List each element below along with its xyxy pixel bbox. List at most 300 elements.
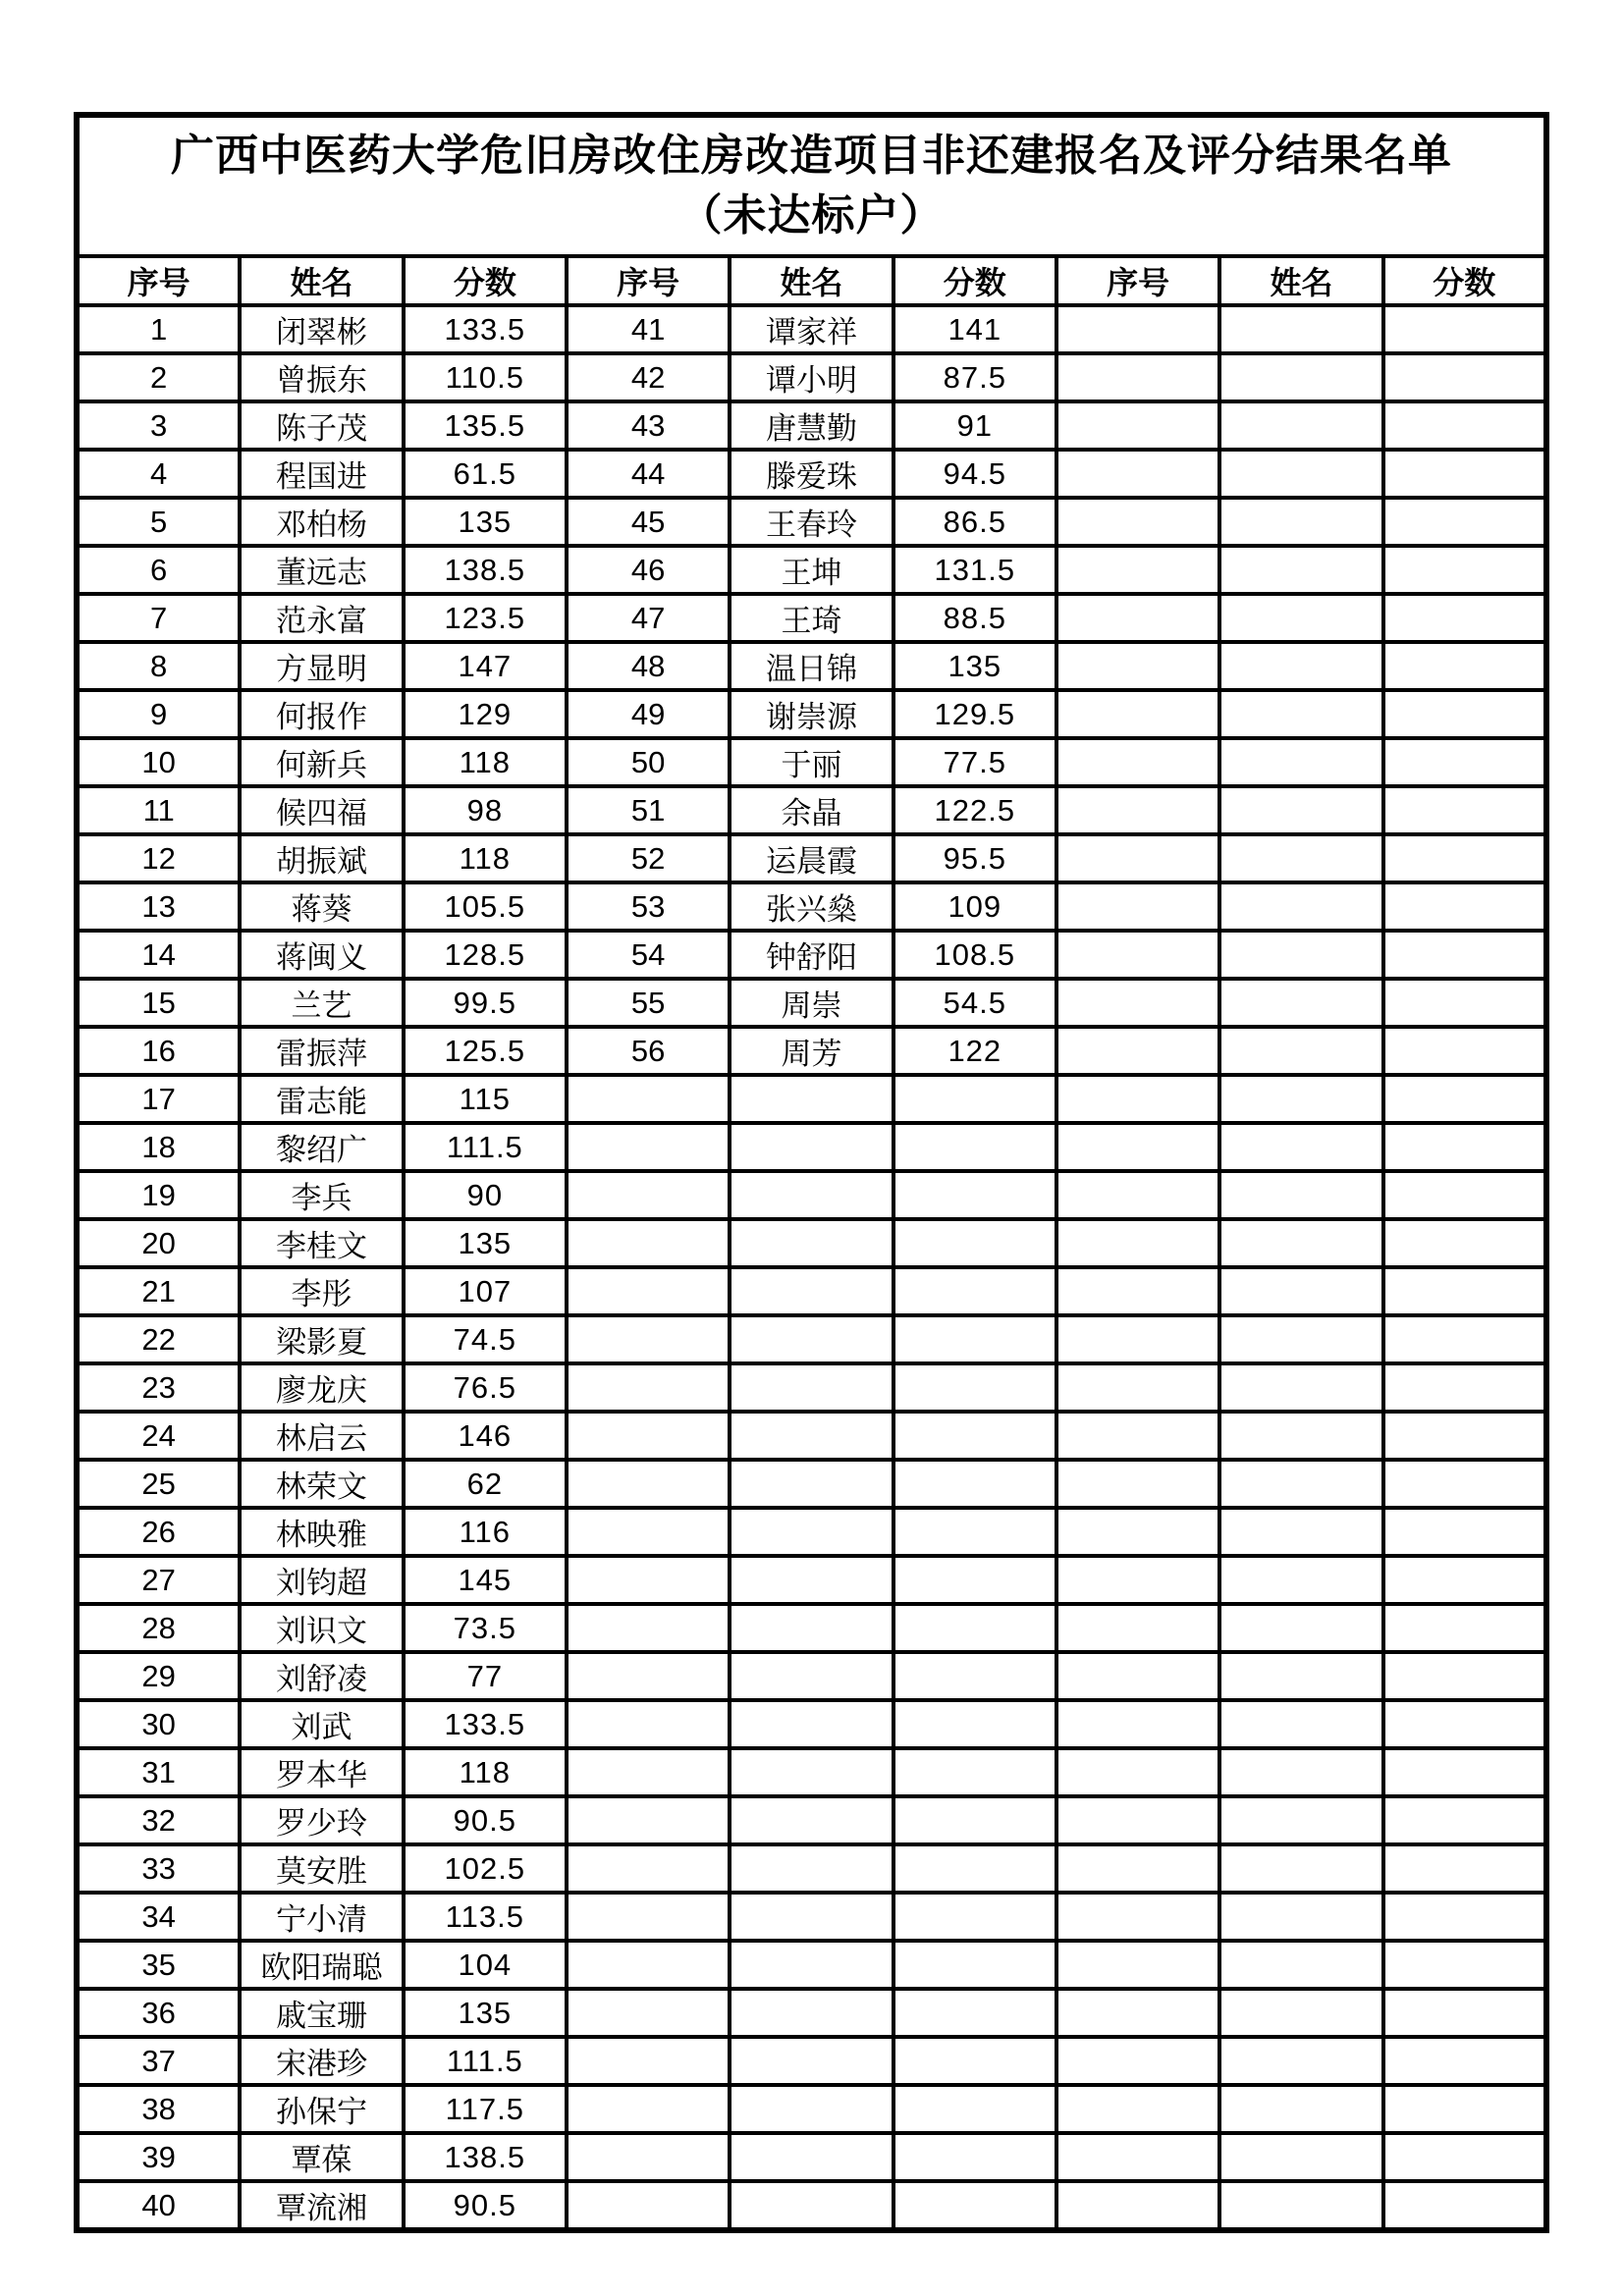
seq-cell: 32: [77, 1796, 240, 1844]
name-cell: 胡振斌: [240, 834, 403, 882]
name-cell: [1219, 1171, 1382, 1219]
score-cell: [893, 1941, 1056, 1989]
score-cell: [1383, 882, 1546, 931]
seq-cell: [1056, 2085, 1219, 2133]
name-cell: 戚宝珊: [240, 1989, 403, 2037]
score-cell: 138.5: [404, 546, 567, 594]
score-cell: 73.5: [404, 1604, 567, 1652]
table-row: [77, 1075, 1546, 1123]
seq-cell: 21: [77, 1267, 240, 1315]
seq-cell: [567, 1267, 730, 1315]
name-cell: [1219, 1412, 1382, 1460]
seq-cell: [1056, 1363, 1219, 1412]
seq-cell: 54: [567, 931, 730, 979]
score-table: [74, 112, 1549, 2233]
seq-cell: [1056, 1652, 1219, 1700]
name-cell: [730, 1652, 893, 1700]
score-cell: [1383, 1267, 1546, 1315]
seq-cell: [1056, 594, 1219, 642]
table-row: [77, 931, 1546, 979]
seq-cell: [1056, 546, 1219, 594]
name-cell: [1219, 1075, 1382, 1123]
seq-cell: [1056, 738, 1219, 786]
seq-cell: [1056, 353, 1219, 401]
seq-cell: [1056, 1412, 1219, 1460]
seq-cell: 50: [567, 738, 730, 786]
name-cell: 陈子茂: [240, 401, 403, 450]
seq-cell: [567, 1652, 730, 1700]
score-cell: 54.5: [893, 979, 1056, 1027]
seq-cell: [567, 1989, 730, 2037]
name-cell: 兰艺: [240, 979, 403, 1027]
seq-cell: [1056, 690, 1219, 738]
score-cell: [1383, 931, 1546, 979]
seq-cell: 45: [567, 498, 730, 546]
column-header: 序号: [567, 256, 730, 305]
seq-cell: [567, 1315, 730, 1363]
seq-cell: [1056, 786, 1219, 834]
name-cell: 刘钧超: [240, 1556, 403, 1604]
name-cell: 覃流湘: [240, 2181, 403, 2230]
table-row: [77, 594, 1546, 642]
name-cell: [730, 1796, 893, 1844]
score-cell: 76.5: [404, 1363, 567, 1412]
name-cell: 周崇: [730, 979, 893, 1027]
name-cell: [730, 1748, 893, 1796]
name-cell: 蒋葵: [240, 882, 403, 931]
score-cell: 102.5: [404, 1844, 567, 1893]
seq-cell: 8: [77, 642, 240, 690]
score-cell: [1383, 401, 1546, 450]
seq-cell: [1056, 401, 1219, 450]
score-cell: 118: [404, 738, 567, 786]
score-cell: 104: [404, 1941, 567, 1989]
score-cell: 129.5: [893, 690, 1056, 738]
seq-cell: 9: [77, 690, 240, 738]
score-cell: [1383, 1075, 1546, 1123]
score-cell: 135: [404, 498, 567, 546]
seq-cell: 14: [77, 931, 240, 979]
seq-cell: 43: [567, 401, 730, 450]
seq-cell: [1056, 1267, 1219, 1315]
table-row: [77, 1267, 1546, 1315]
seq-cell: 37: [77, 2037, 240, 2085]
seq-cell: [567, 1363, 730, 1412]
seq-cell: [1056, 931, 1219, 979]
seq-cell: 19: [77, 1171, 240, 1219]
seq-cell: 18: [77, 1123, 240, 1171]
table-row: [77, 353, 1546, 401]
score-cell: 95.5: [893, 834, 1056, 882]
name-cell: 蒋闽义: [240, 931, 403, 979]
seq-cell: [567, 1460, 730, 1508]
table-row: [77, 1893, 1546, 1941]
table-row: [77, 498, 1546, 546]
score-cell: 118: [404, 1748, 567, 1796]
score-cell: [1383, 834, 1546, 882]
name-cell: [1219, 834, 1382, 882]
name-cell: 谭小明: [730, 353, 893, 401]
name-cell: 方显明: [240, 642, 403, 690]
score-cell: 116: [404, 1508, 567, 1556]
name-cell: [730, 1556, 893, 1604]
score-cell: [893, 1315, 1056, 1363]
table-row: [77, 401, 1546, 450]
table-row: [77, 1219, 1546, 1267]
score-cell: [1383, 1893, 1546, 1941]
score-cell: [893, 1075, 1056, 1123]
name-cell: [730, 1171, 893, 1219]
seq-cell: 42: [567, 353, 730, 401]
seq-cell: [1056, 882, 1219, 931]
seq-cell: [567, 1508, 730, 1556]
name-cell: 黎绍广: [240, 1123, 403, 1171]
name-cell: [730, 1123, 893, 1171]
seq-cell: [567, 2133, 730, 2181]
name-cell: 何报作: [240, 690, 403, 738]
name-cell: [1219, 1027, 1382, 1075]
name-cell: [1219, 1363, 1382, 1412]
score-cell: [1383, 1315, 1546, 1363]
score-cell: [1383, 1123, 1546, 1171]
name-cell: 邓柏杨: [240, 498, 403, 546]
seq-cell: 2: [77, 353, 240, 401]
seq-cell: [567, 1075, 730, 1123]
seq-cell: 34: [77, 1893, 240, 1941]
name-cell: 谭家祥: [730, 305, 893, 353]
name-cell: 莫安胜: [240, 1844, 403, 1893]
name-cell: [730, 1460, 893, 1508]
name-cell: 王琦: [730, 594, 893, 642]
seq-cell: 24: [77, 1412, 240, 1460]
score-cell: [893, 1412, 1056, 1460]
header-row: [77, 256, 1546, 305]
seq-cell: 33: [77, 1844, 240, 1893]
name-cell: 曾振东: [240, 353, 403, 401]
seq-cell: [567, 1844, 730, 1893]
name-cell: 周芳: [730, 1027, 893, 1075]
name-cell: [730, 1412, 893, 1460]
seq-cell: 17: [77, 1075, 240, 1123]
seq-cell: 23: [77, 1363, 240, 1412]
name-cell: [730, 2133, 893, 2181]
seq-cell: [1056, 979, 1219, 1027]
score-cell: [893, 1844, 1056, 1893]
seq-cell: [567, 1123, 730, 1171]
name-cell: [1219, 1315, 1382, 1363]
table-row: [77, 738, 1546, 786]
name-cell: 余晶: [730, 786, 893, 834]
seq-cell: 41: [567, 305, 730, 353]
seq-cell: 25: [77, 1460, 240, 1508]
seq-cell: 22: [77, 1315, 240, 1363]
document-title-line2: （未达标户）: [678, 190, 945, 240]
name-cell: 雷志能: [240, 1075, 403, 1123]
name-cell: [730, 1075, 893, 1123]
score-cell: [1383, 1363, 1546, 1412]
score-cell: [1383, 1508, 1546, 1556]
name-cell: 雷振萍: [240, 1027, 403, 1075]
name-cell: [730, 1315, 893, 1363]
seq-cell: [567, 1941, 730, 1989]
score-cell: [1383, 2037, 1546, 2085]
seq-cell: [1056, 1893, 1219, 1941]
document-title: [77, 115, 1546, 256]
seq-cell: [1056, 1171, 1219, 1219]
score-cell: 99.5: [404, 979, 567, 1027]
column-header: 姓名: [1219, 256, 1382, 305]
table-row: [77, 1700, 1546, 1748]
score-cell: [1383, 1412, 1546, 1460]
seq-cell: [567, 2181, 730, 2230]
name-cell: 李兵: [240, 1171, 403, 1219]
seq-cell: 31: [77, 1748, 240, 1796]
score-cell: 110.5: [404, 353, 567, 401]
seq-cell: [1056, 1844, 1219, 1893]
table-row: [77, 1363, 1546, 1412]
name-cell: [1219, 1989, 1382, 2037]
name-cell: [730, 1893, 893, 1941]
column-header: 分数: [1383, 256, 1546, 305]
seq-cell: [1056, 1556, 1219, 1604]
name-cell: 董远志: [240, 546, 403, 594]
name-cell: 滕爱珠: [730, 450, 893, 498]
name-cell: [730, 1267, 893, 1315]
seq-cell: 20: [77, 1219, 240, 1267]
seq-cell: [1056, 1989, 1219, 2037]
score-cell: [893, 2085, 1056, 2133]
score-cell: 113.5: [404, 1893, 567, 1941]
score-cell: [893, 1893, 1056, 1941]
name-cell: [1219, 882, 1382, 931]
seq-cell: 55: [567, 979, 730, 1027]
score-cell: [1383, 546, 1546, 594]
name-cell: [730, 1604, 893, 1652]
name-cell: [730, 1941, 893, 1989]
seq-cell: 15: [77, 979, 240, 1027]
score-cell: [1383, 1941, 1546, 1989]
name-cell: 张兴燊: [730, 882, 893, 931]
name-cell: [1219, 2037, 1382, 2085]
score-cell: 88.5: [893, 594, 1056, 642]
score-cell: 118: [404, 834, 567, 882]
table-row: [77, 2181, 1546, 2230]
table-row: [77, 1989, 1546, 2037]
table-row: [77, 2037, 1546, 2085]
seq-cell: 12: [77, 834, 240, 882]
score-cell: [1383, 979, 1546, 1027]
seq-cell: [1056, 1123, 1219, 1171]
score-cell: 122: [893, 1027, 1056, 1075]
seq-cell: [1056, 1075, 1219, 1123]
score-cell: 105.5: [404, 882, 567, 931]
table-row: [77, 1652, 1546, 1700]
table-row: [77, 1123, 1546, 1171]
name-cell: 刘武: [240, 1700, 403, 1748]
name-cell: [1219, 1604, 1382, 1652]
score-cell: [893, 2037, 1056, 2085]
name-cell: 于丽: [730, 738, 893, 786]
score-cell: [1383, 690, 1546, 738]
table-row: [77, 1844, 1546, 1893]
score-cell: [893, 1700, 1056, 1748]
table-row: [77, 305, 1546, 353]
score-cell: [893, 1363, 1056, 1412]
name-cell: [1219, 1796, 1382, 1844]
seq-cell: 44: [567, 450, 730, 498]
seq-cell: [1056, 2037, 1219, 2085]
name-cell: 罗本华: [240, 1748, 403, 1796]
seq-cell: [1056, 834, 1219, 882]
score-cell: [1383, 1027, 1546, 1075]
seq-cell: [567, 1219, 730, 1267]
score-cell: 91: [893, 401, 1056, 450]
score-cell: [893, 1748, 1056, 1796]
score-cell: [1383, 1460, 1546, 1508]
table-row: [77, 1460, 1546, 1508]
score-cell: 147: [404, 642, 567, 690]
score-cell: [893, 1652, 1056, 1700]
column-header: 序号: [77, 256, 240, 305]
seq-cell: [1056, 642, 1219, 690]
name-cell: 范永富: [240, 594, 403, 642]
table-row: [77, 1027, 1546, 1075]
score-cell: [1383, 786, 1546, 834]
score-cell: 135: [404, 1219, 567, 1267]
document-title-line1: 广西中医药大学危旧房改住房改造项目非还建报名及评分结果名单: [171, 131, 1452, 180]
name-cell: 李桂文: [240, 1219, 403, 1267]
seq-cell: 5: [77, 498, 240, 546]
seq-cell: 38: [77, 2085, 240, 2133]
score-cell: [893, 1171, 1056, 1219]
table-row: [77, 2085, 1546, 2133]
seq-cell: [1056, 2133, 1219, 2181]
seq-cell: 52: [567, 834, 730, 882]
table-row: [77, 1796, 1546, 1844]
seq-cell: 39: [77, 2133, 240, 2181]
name-cell: [1219, 1893, 1382, 1941]
name-cell: 温日锦: [730, 642, 893, 690]
score-cell: 107: [404, 1267, 567, 1315]
name-cell: 宋港珍: [240, 2037, 403, 2085]
name-cell: [1219, 498, 1382, 546]
table-row: [77, 450, 1546, 498]
name-cell: [1219, 2085, 1382, 2133]
score-cell: [1383, 642, 1546, 690]
table-row: [77, 690, 1546, 738]
name-cell: 梁影夏: [240, 1315, 403, 1363]
seq-cell: 28: [77, 1604, 240, 1652]
seq-cell: 7: [77, 594, 240, 642]
name-cell: [1219, 1700, 1382, 1748]
score-cell: 86.5: [893, 498, 1056, 546]
score-cell: 135: [893, 642, 1056, 690]
score-cell: [893, 2133, 1056, 2181]
score-cell: [893, 1508, 1056, 1556]
name-cell: 覃葆: [240, 2133, 403, 2181]
table-row: [77, 979, 1546, 1027]
score-cell: [1383, 1652, 1546, 1700]
score-cell: 131.5: [893, 546, 1056, 594]
seq-cell: 30: [77, 1700, 240, 1748]
name-cell: [730, 1219, 893, 1267]
name-cell: 刘舒凌: [240, 1652, 403, 1700]
score-cell: [893, 1219, 1056, 1267]
seq-cell: 53: [567, 882, 730, 931]
name-cell: [1219, 401, 1382, 450]
score-cell: [1383, 1989, 1546, 2037]
name-cell: 廖龙庆: [240, 1363, 403, 1412]
score-cell: [1383, 1556, 1546, 1604]
score-cell: 108.5: [893, 931, 1056, 979]
name-cell: [730, 2085, 893, 2133]
score-cell: 128.5: [404, 931, 567, 979]
name-cell: 林荣文: [240, 1460, 403, 1508]
seq-cell: [567, 1171, 730, 1219]
name-cell: 程国进: [240, 450, 403, 498]
score-cell: 125.5: [404, 1027, 567, 1075]
score-cell: [893, 1460, 1056, 1508]
seq-cell: 16: [77, 1027, 240, 1075]
name-cell: [1219, 1748, 1382, 1796]
seq-cell: [567, 1556, 730, 1604]
score-cell: 135: [404, 1989, 567, 2037]
score-cell: [893, 1123, 1056, 1171]
score-cell: 133.5: [404, 1700, 567, 1748]
score-cell: [893, 1556, 1056, 1604]
seq-cell: 29: [77, 1652, 240, 1700]
table-row: [77, 1941, 1546, 1989]
score-cell: [1383, 450, 1546, 498]
name-cell: [1219, 1556, 1382, 1604]
score-cell: 138.5: [404, 2133, 567, 2181]
name-cell: [1219, 690, 1382, 738]
seq-cell: 10: [77, 738, 240, 786]
name-cell: [1219, 979, 1382, 1027]
name-cell: 欧阳瑞聪: [240, 1941, 403, 1989]
title-row: [77, 115, 1546, 256]
score-cell: 74.5: [404, 1315, 567, 1363]
score-cell: 145: [404, 1556, 567, 1604]
score-cell: 117.5: [404, 2085, 567, 2133]
score-cell: [1383, 2181, 1546, 2230]
seq-cell: 46: [567, 546, 730, 594]
seq-cell: [1056, 450, 1219, 498]
seq-cell: [1056, 1700, 1219, 1748]
column-header: 分数: [893, 256, 1056, 305]
score-cell: 61.5: [404, 450, 567, 498]
name-cell: [730, 2181, 893, 2230]
score-cell: 141: [893, 305, 1056, 353]
score-cell: [893, 1267, 1056, 1315]
table-row: [77, 1748, 1546, 1796]
name-cell: [1219, 594, 1382, 642]
name-cell: 王坤: [730, 546, 893, 594]
table-row: [77, 546, 1546, 594]
table-row: [77, 1171, 1546, 1219]
seq-cell: 40: [77, 2181, 240, 2230]
column-header: 姓名: [730, 256, 893, 305]
column-header: 姓名: [240, 256, 403, 305]
score-cell: [1383, 738, 1546, 786]
score-cell: [893, 1989, 1056, 2037]
name-cell: [1219, 738, 1382, 786]
name-cell: [1219, 786, 1382, 834]
name-cell: 林映雅: [240, 1508, 403, 1556]
name-cell: 谢崇源: [730, 690, 893, 738]
score-cell: [1383, 1219, 1546, 1267]
name-cell: 何新兵: [240, 738, 403, 786]
